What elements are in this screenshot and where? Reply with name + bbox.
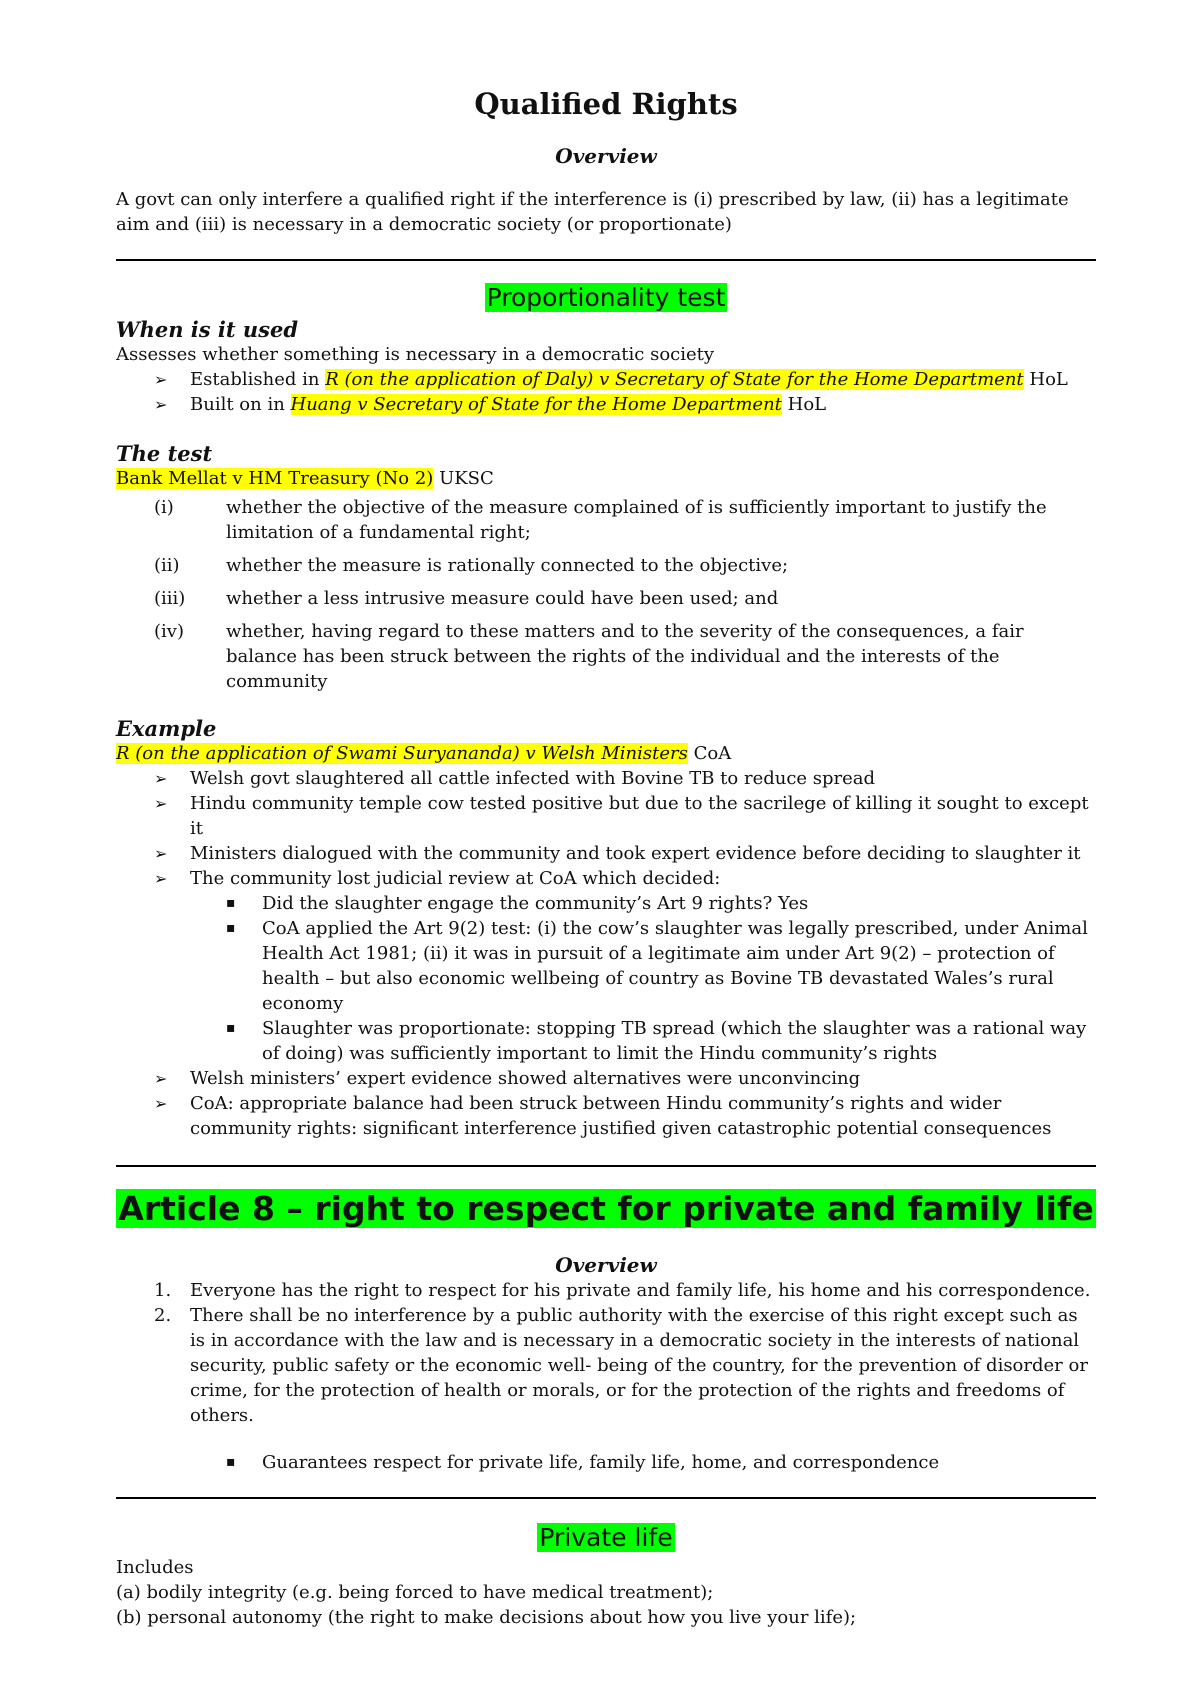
case-huang: Huang v Secretary of State for the Home Department [290, 394, 782, 415]
section-divider [116, 1165, 1096, 1167]
case-bank-mellat: Bank Mellat v HM Treasury (No 2) [116, 468, 434, 489]
when-used-heading: When is it used [116, 317, 299, 342]
test-case-line: Bank Mellat v HM Treasury (No 2) UKSC [116, 468, 494, 489]
list-item: 1. Everyone has the right to respect for his private and family life, his home and his correspondence. [154, 1280, 1091, 1301]
private-life-heading-text: Private life [539, 1523, 673, 1552]
list-item: (iii) whether a less intrusive measure could have been used; and [154, 588, 779, 609]
list-item: ➢ Built on in Huang v Secretary of State for the Home Department HoL [116, 392, 1096, 417]
case-suryananda: R (on the application of Swami Suryananda) v Welsh Ministers [116, 743, 688, 764]
list-item: (iv) whether, having regard to these matters and to the severity of the consequences, a fair balance has been struck between the rights of the individual and the interests of the community [154, 621, 1024, 692]
private-life-item-a: (a) bodily integrity (e.g. being forced to have medical treatment); [116, 1582, 714, 1603]
proportionality-heading [116, 281, 1096, 315]
case-daly: R (on the application of Daly) v Secretary of State for the Home Department [325, 369, 1024, 390]
proportionality-heading-text: Proportionality test [486, 283, 726, 312]
example-heading: Example [116, 716, 217, 741]
article8-list [116, 1278, 1096, 1428]
private-life-heading [116, 1521, 1096, 1555]
example-list [116, 766, 1096, 891]
list-item: ➢ Ministers dialogued with the community and took expert evidence before deciding to slaughter it [116, 841, 1096, 866]
list-item: ➢ Welsh govt slaughtered all cattle infected with Bovine TB to reduce spread [116, 766, 1096, 791]
page-title: Qualified Rights [474, 87, 738, 121]
example-sub-list [116, 891, 1096, 1066]
list-item: ➢ Established in R (on the application of Daly) v Secretary of State for the Home Department HoL [116, 367, 1096, 392]
list-item: ➢ Hindu community temple cow tested positive but due to the sacrilege of killing it sought to except it [116, 791, 1096, 841]
article8-sub-list [116, 1450, 1096, 1475]
test-list [116, 495, 1096, 694]
when-used-list [116, 367, 1096, 417]
includes-label: Includes [116, 1557, 194, 1578]
list-item: (ii) whether the measure is rationally connected to the objective; [154, 555, 789, 576]
list-item: ➢ The community lost judicial review at CoA which decided: [116, 866, 1096, 891]
list-item: ➢ CoA: appropriate balance had been struck between Hindu community’s rights and wider community rights: significant interference justified given catastrophic potential consequences [116, 1091, 1096, 1141]
list-item: ▪ Slaughter was proportionate: stopping TB spread (which the slaughter was a rational way of doing) was sufficiently important to limit the Hindu community’s rights [116, 1016, 1096, 1066]
the-test-heading: The test [116, 441, 213, 466]
list-item: ▪ Did the slaughter engage the community’s Art 9 rights? Yes [116, 891, 1096, 916]
list-item: 2. There shall be no interference by a public authority with the exercise of this right except such as is in accordance with the law and is necessary in a democratic society in the interests of national security, public safety or the economic well- being of the country, for the prevention of disorder or crime, for the protection of health or morals, or for the protection of the rights and freedoms of others. [154, 1305, 1088, 1426]
private-life-item-b: (b) personal autonomy (the right to make decisions about how you live your life); [116, 1607, 857, 1628]
when-used-text: Assesses whether something is necessary in a democratic society [116, 344, 715, 365]
example-case-line: R (on the application of Swami Suryananda) v Welsh Ministers CoA [116, 743, 732, 764]
overview-heading: Overview [555, 144, 657, 168]
article8-heading [116, 1187, 1096, 1231]
example-list-continued [116, 1066, 1096, 1141]
section-divider [116, 259, 1096, 261]
intro-paragraph: A govt can only interfere a qualified right if the interference is (i) prescribed by law, (ii) has a legitimate aim and (iii) is necessary in a democratic society (or proportionate) [116, 189, 1069, 235]
list-item: ➢ Welsh ministers’ expert evidence showed alternatives were unconvincing [116, 1066, 1096, 1091]
list-item: ▪ CoA applied the Art 9(2) test: (i) the cow’s slaughter was legally prescribed, under Animal Health Act 1981; (ii) it was in pursuit of a legitimate aim under Art 9(2) – protection of health – but also economic wellbeing of country as Bovine TB devastated Wales’s rural economy [116, 916, 1096, 1016]
document-content [116, 84, 1096, 1630]
article8-heading-text: Article 8 – right to respect for private and family life [118, 1189, 1094, 1228]
list-item: (i) whether the objective of the measure complained of is sufficiently important to justify the limitation of a fundamental right; [154, 497, 1047, 543]
section-divider [116, 1497, 1096, 1499]
list-item: ▪ Guarantees respect for private life, family life, home, and correspondence [116, 1450, 1096, 1475]
article8-overview-heading: Overview [555, 1253, 657, 1277]
